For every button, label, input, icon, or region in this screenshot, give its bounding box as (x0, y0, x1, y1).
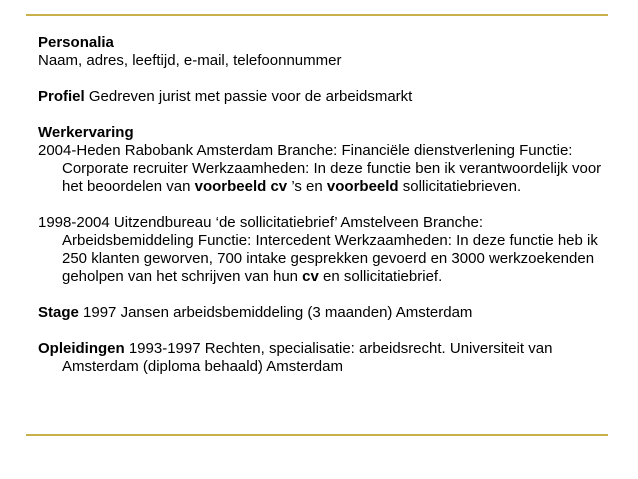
bottom-divider (26, 434, 608, 436)
work-entry-rabobank (38, 142, 608, 196)
keyword-voorbeeld-cv: voorbeeld cv (194, 178, 288, 195)
opleidingen-section (38, 340, 608, 376)
stage-text: 1997 Jansen arbeidsbemiddeling (3 maanden) Amsterdam (83, 304, 473, 321)
personalia-text: Naam, adres, leeftijd, e-mail, telefoonnummer (38, 52, 342, 69)
work-entry-text: 1998-2004 Uitzendbureau ‘de sollicitatiebrief’ Amstelveen Branche: Arbeidsbemiddeling Functie: Intercedent Werkzaamheden: In deze functie heb ik 250 klanten geworven, 700 intake gesprekken gevoerd en 3000 werkzoekenden geholpen van het schrijven van hun (38, 214, 598, 285)
keyword-cv: cv (302, 268, 319, 285)
opleidingen-text: 1993-1997 Rechten, specialisatie: arbeidsrecht. Universiteit van Amsterdam (diploma behaald) Amsterdam (62, 340, 553, 375)
personalia-section (38, 34, 608, 70)
work-entry-uitzendbureau (38, 214, 608, 286)
werkervaring-section (38, 124, 608, 286)
cv-document (38, 34, 608, 394)
werkervaring-heading: Werkervaring (38, 124, 134, 141)
opleidingen-heading: Opleidingen (38, 340, 125, 357)
work-entry-text: sollicitatiebrieven. (398, 178, 522, 195)
work-entry-text: 2004-Heden Rabobank Amsterdam Branche: Financiële dienstverlening Functie: Corporate recruiter Werkzaamheden: In deze functie ben ik verantwoordelijk voor het beoordelen van (38, 142, 602, 195)
stage-heading: Stage (38, 304, 79, 321)
top-divider (26, 14, 608, 16)
profiel-heading: Profiel (38, 88, 85, 105)
profiel-section (38, 88, 608, 106)
profiel-text: Gedreven jurist met passie voor de arbeidsmarkt (88, 88, 413, 105)
work-entry-text: en sollicitatiebrief. (318, 268, 443, 285)
personalia-heading: Personalia (38, 34, 114, 51)
work-entry-text: ’s en (287, 178, 327, 195)
stage-section (38, 304, 608, 322)
keyword-voorbeeld: voorbeeld (326, 178, 399, 195)
